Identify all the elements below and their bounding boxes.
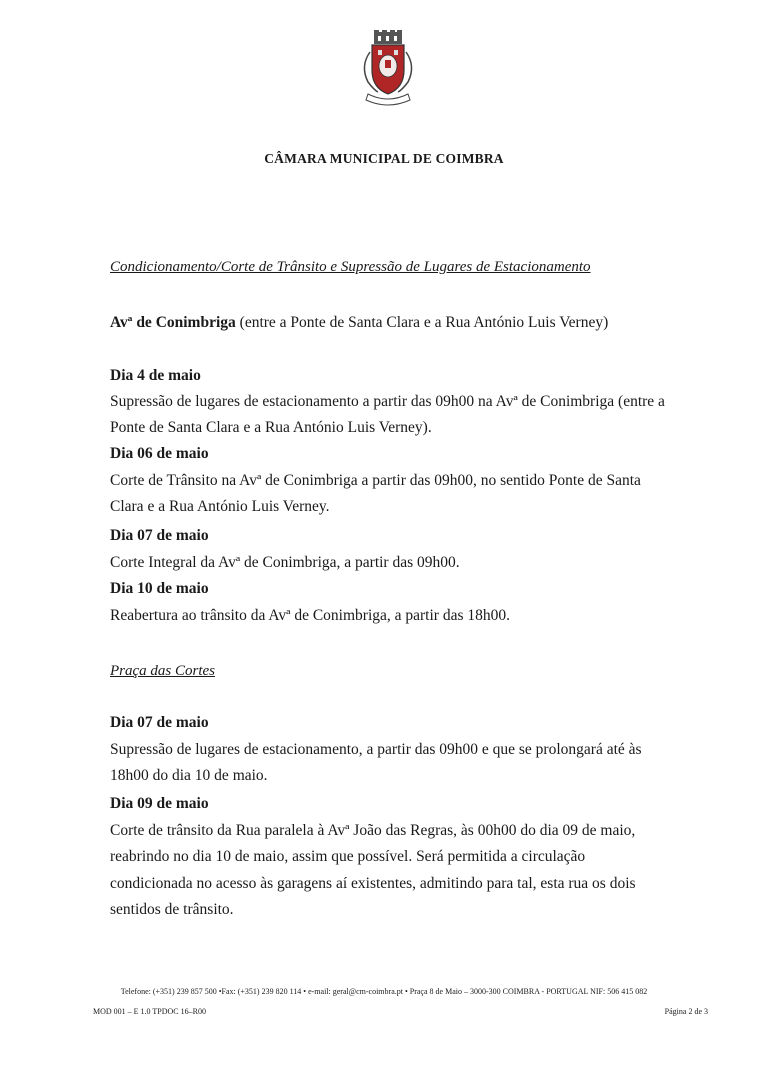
day-description: Supressão de lugares de estacionamento, a partir das 09h00 e que se prolongará até às 18h00 do dia 10 de maio. — [110, 741, 642, 785]
day-heading: Dia 09 de maio — [110, 795, 209, 812]
day-description: Supressão de lugares de estacionamento a partir das 09h00 na Avª de Conimbriga (entre a Ponte de Santa Clara e a Rua António Luis Verney). — [110, 393, 665, 437]
day-heading: Dia 07 de maio — [110, 714, 209, 731]
page-number: Página 2 de 3 — [664, 1007, 708, 1016]
street-extent: (entre a Ponte de Santa Clara e a Rua António Luis Verney) — [235, 314, 609, 331]
day-heading: Dia 4 de maio — [110, 367, 201, 384]
street-name: Avª de Conimbriga — [110, 314, 236, 331]
day-heading: Dia 07 de maio — [110, 527, 209, 544]
coimbra-coat-of-arms-icon — [348, 30, 428, 110]
form-code: MOD 001 – E 1.0 TPDOC 16–R00 — [93, 1007, 206, 1016]
organization-name: CÂMARA MUNICIPAL DE COIMBRA — [264, 151, 504, 166]
day-heading: Dia 10 de maio — [110, 580, 209, 597]
day-heading: Dia 06 de maio — [110, 445, 209, 462]
section-title-praca: Praça das Cortes — [110, 663, 215, 679]
day-description: Corte Integral da Avª de Conimbriga, a partir das 09h00. — [110, 554, 460, 571]
footer-contact: Telefone: (+351) 239 857 500 •Fax: (+351) 239 820 114 • e-mail: geral@cm-coimbra.pt • Praça 8 de Maio – 3000-300 COIMBRA - PORTUGAL NIF: 506 415 082 — [120, 987, 648, 996]
day-description: Corte de trânsito da Rua paralela à Avª João das Regras, às 00h00 do dia 09 de maio, reabrindo no dia 10 de maio, assim que possível. Será permitida a circulação condicionada no acesso às garagens aí existentes, admitindo para tal, esta rua os dois sentidos de trânsito. — [110, 822, 636, 918]
day-description: Corte de Trânsito na Avª de Conimbriga a partir das 09h00, no sentido Ponte de Santa Clara e a Rua António Luis Verney. — [110, 472, 641, 516]
street-heading — [110, 314, 608, 332]
section-title-conimbriga: Condicionamento/Corte de Trânsito e Supressão de Lugares de Estacionamento — [110, 259, 591, 275]
day-description: Reabertura ao trânsito da Avª de Conimbriga, a partir das 18h00. — [110, 607, 510, 624]
